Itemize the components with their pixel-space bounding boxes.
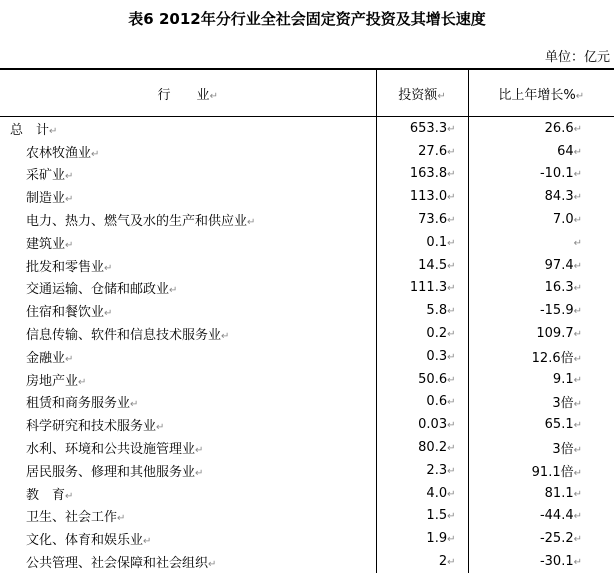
- row-growth-cell: 81.1↵: [544, 485, 582, 501]
- table-row: [0, 482, 614, 505]
- header-row: [0, 69, 614, 117]
- row-industry-cell: 制造业↵: [0, 185, 376, 208]
- table-row: [0, 117, 614, 140]
- row-investment-cell: 2↵: [376, 550, 468, 573]
- row-investment-cell: 5.8↵: [376, 299, 468, 322]
- table-row: [0, 436, 614, 459]
- row-industry-cell: 教 育↵: [0, 482, 376, 505]
- row-industry-cell: 采矿业↵: [0, 163, 376, 186]
- row-industry-cell: 住宿和餐饮业↵: [0, 299, 376, 322]
- table-row: [0, 254, 614, 277]
- row-investment-cell: 4.0↵: [376, 482, 468, 505]
- row-growth-cell: -10.1↵: [539, 166, 582, 182]
- row-growth-cell: 3倍↵: [552, 396, 582, 412]
- row-industry-cell: 文化、体育和娱乐业↵: [0, 527, 376, 550]
- table-row: [0, 231, 614, 254]
- table-row: [0, 322, 614, 345]
- row-industry-cell: 租赁和商务服务业↵: [0, 391, 376, 414]
- row-growth-cell: 7.0↵: [552, 212, 582, 228]
- row-industry-cell: 房地产业↵: [0, 368, 376, 391]
- table-row: [0, 208, 614, 231]
- table-row: [0, 368, 614, 391]
- row-investment-cell: 1.5↵: [376, 505, 468, 528]
- row-industry-cell: 农林牧渔业↵: [0, 140, 376, 163]
- row-investment-cell: 653.3↵: [376, 117, 468, 140]
- row-investment-cell: 50.6↵: [376, 368, 468, 391]
- row-growth-cell: 9.1↵: [552, 371, 582, 387]
- row-growth-cell: -15.9↵: [539, 303, 582, 319]
- row-industry-cell: 金融业↵: [0, 345, 376, 368]
- row-industry-cell: 居民服务、修理和其他服务业↵: [0, 459, 376, 482]
- header-growth: 比上年增长%↵: [468, 69, 614, 117]
- row-growth-cell: -25.2↵: [539, 531, 582, 547]
- row-investment-cell: 111.3↵: [376, 277, 468, 300]
- row-investment-cell: 73.6↵: [376, 208, 468, 231]
- row-growth-cell: ↵: [573, 237, 582, 249]
- row-investment-cell: 2.3↵: [376, 459, 468, 482]
- table-row: [0, 140, 614, 163]
- table-row: [0, 299, 614, 322]
- row-industry-cell: 科学研究和技术服务业↵: [0, 413, 376, 436]
- row-investment-cell: 14.5↵: [376, 254, 468, 277]
- row-investment-cell: 27.6↵: [376, 140, 468, 163]
- row-growth-cell: 91.1倍↵: [531, 464, 582, 480]
- table-row: [0, 345, 614, 368]
- row-investment-cell: 0.3↵: [376, 345, 468, 368]
- row-investment-cell: 1.9↵: [376, 527, 468, 550]
- table-title: 表6 2012年分行业全社会固定资产投资及其增长速度: [128, 10, 486, 28]
- unit-label: 单位：亿元: [544, 50, 610, 65]
- row-investment-cell: 0.6↵: [376, 391, 468, 414]
- row-growth-cell: 3倍↵: [552, 442, 582, 458]
- row-growth-cell: 26.6↵: [544, 120, 582, 136]
- table-row: [0, 163, 614, 186]
- row-industry-cell: 公共管理、社会保障和社会组织↵: [0, 550, 376, 573]
- table-row: [0, 185, 614, 208]
- row-industry-cell: 卫生、社会工作↵: [0, 505, 376, 528]
- row-growth-cell: 16.3↵: [544, 280, 582, 296]
- row-investment-cell: 0.2↵: [376, 322, 468, 345]
- row-industry-cell: 电力、热力、燃气及水的生产和供应业↵: [0, 208, 376, 231]
- row-industry-cell: 总 计↵: [0, 117, 376, 140]
- row-growth-cell: 84.3↵: [544, 189, 582, 205]
- row-industry-cell: 信息传输、软件和信息技术服务业↵: [0, 322, 376, 345]
- header-industry: 行 业↵: [0, 69, 376, 117]
- header-investment: 投资额↵: [376, 69, 468, 117]
- investment-table: [0, 68, 614, 573]
- row-investment-cell: 80.2↵: [376, 436, 468, 459]
- row-growth-cell: 12.6倍↵: [531, 350, 582, 366]
- row-investment-cell: 163.8↵: [376, 163, 468, 186]
- row-investment-cell: 0.03↵: [376, 413, 468, 436]
- row-industry-cell: 建筑业↵: [0, 231, 376, 254]
- table-row: [0, 277, 614, 300]
- table-row: [0, 459, 614, 482]
- row-investment-cell: 0.1↵: [376, 231, 468, 254]
- row-growth-cell: 64↵: [557, 143, 582, 159]
- table-row: [0, 413, 614, 436]
- row-growth-cell: 97.4↵: [544, 257, 582, 273]
- row-growth-cell: -30.1↵: [539, 554, 582, 570]
- table-row: [0, 505, 614, 528]
- row-industry-cell: 交通运输、仓储和邮政业↵: [0, 277, 376, 300]
- table-row: [0, 550, 614, 573]
- table-row: [0, 391, 614, 414]
- row-industry-cell: 批发和零售业↵: [0, 254, 376, 277]
- row-growth-cell: 65.1↵: [544, 417, 582, 433]
- row-growth-cell: -44.4↵: [539, 508, 582, 524]
- row-investment-cell: 113.0↵: [376, 185, 468, 208]
- row-industry-cell: 水利、环境和公共设施管理业↵: [0, 436, 376, 459]
- table-row: [0, 527, 614, 550]
- row-growth-cell: 109.7↵: [536, 326, 582, 342]
